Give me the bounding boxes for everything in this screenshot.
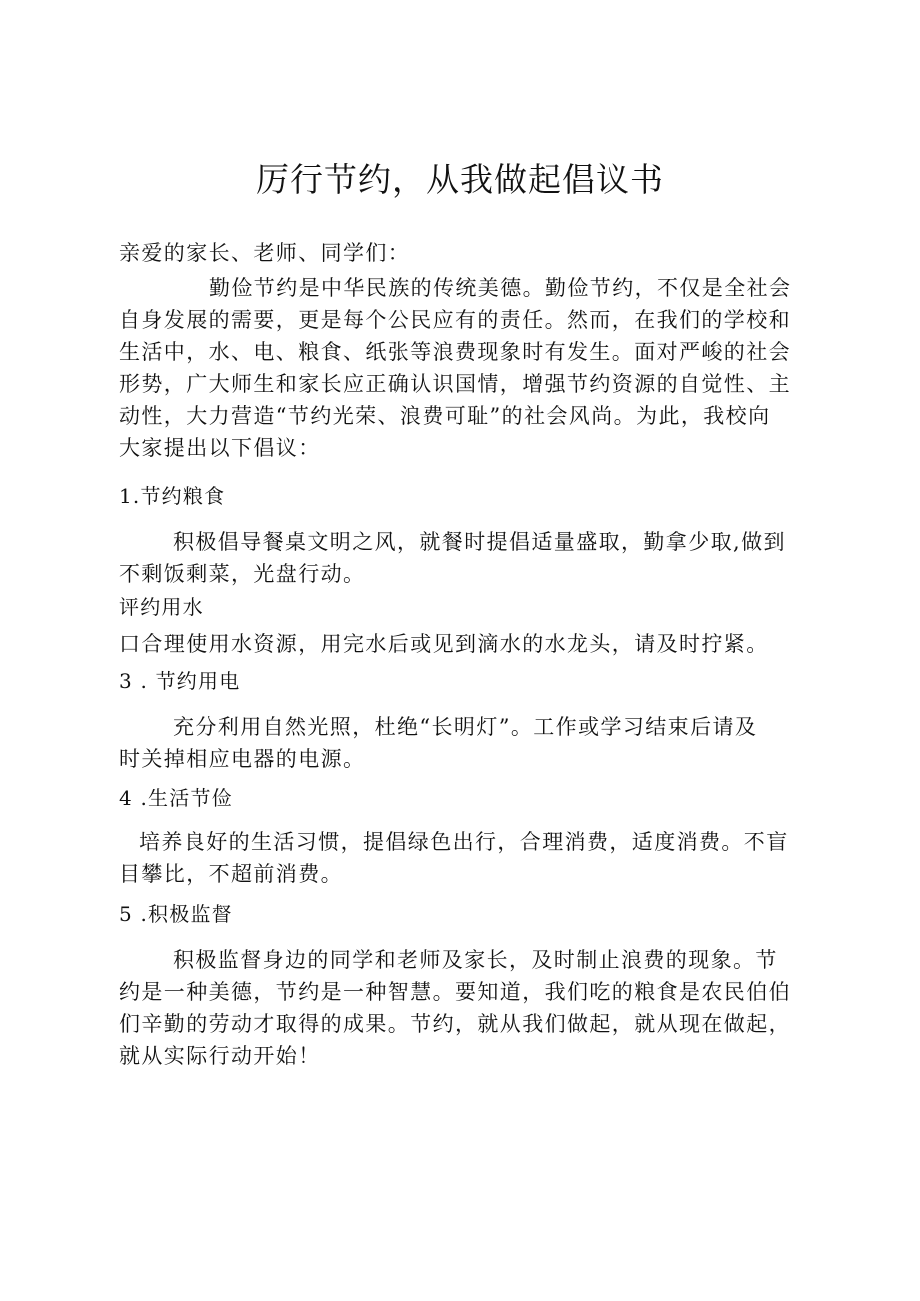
section-line: 充分利用自然光照，杜绝“长明灯”。工作或学习结束后请及 [173,715,758,739]
intro-line: 形势，广大师生和家长应正确认识国情，增强节约资源的自觉性、主 [119,372,791,396]
section-heading-1: 1.节约粮食 [119,484,226,508]
section-line: 积极监督身边的同学和老师及家长，及时制止浪费的现象。节 [173,948,778,972]
section-line: 约是一种美德，节约是一种智慧。要知道，我们吃的粮食是农民伯伯 [119,980,791,1004]
section-line: 积极倡导餐桌文明之风，就餐时提倡适量盛取，勤拿少取,做到 [173,530,786,554]
section-line: 时关掉相应电器的电源。 [119,747,366,771]
intro-paragraph [119,272,819,464]
intro-line: 自身发展的需要，更是每个公民应有的责任。然而，在我们的学校和 [119,308,791,332]
section-heading-4: 4 .生活节俭 [119,786,233,810]
salutation: 亲爱的家长、老师、同学们： [119,241,411,265]
section-line: 目攀比，不超前消费。 [119,862,343,886]
intro-line: 动性，大力营造“节约光荣、浪费可耻”的社会风尚。为此，我校向 [119,404,771,428]
section-line: 就从实际行动开始！ [119,1044,321,1068]
section-line: 们辛勤的劳动才取得的成果。节约，就从我们做起，就从现在做起， [119,1012,791,1036]
section-body-5 [119,944,819,1072]
section-body-3 [119,711,819,775]
section-heading-3: 3 . 节约用电 [119,669,241,693]
intro-line: 大家提出以下倡议： [119,436,321,460]
section-body-4 [119,826,819,890]
section-body-1 [119,526,819,590]
section-heading-5: 5 .积极监督 [119,902,233,926]
intro-line: 生活中，水、电、粮食、纸张等浪费现象时有发生。面对严峻的社会 [119,340,791,364]
section-body-2 [119,628,819,660]
section-line: 培养良好的生活习惯，提倡绿色出行，合理消费，适度消费。不盲 [139,830,789,854]
section-line: 不剩饭剩菜，光盘行动。 [119,562,366,586]
intro-line: 勤俭节约是中华民族的传统美德。勤俭节约，不仅是全社会 [209,276,792,300]
section-heading-2: 评约用水 [119,595,204,619]
section-line: 口合理使用水资源，用完水后或见到滴水的水龙头，请及时拧紧。 [119,632,769,656]
document-title: 厉行节约，从我做起倡议书 [256,160,664,199]
